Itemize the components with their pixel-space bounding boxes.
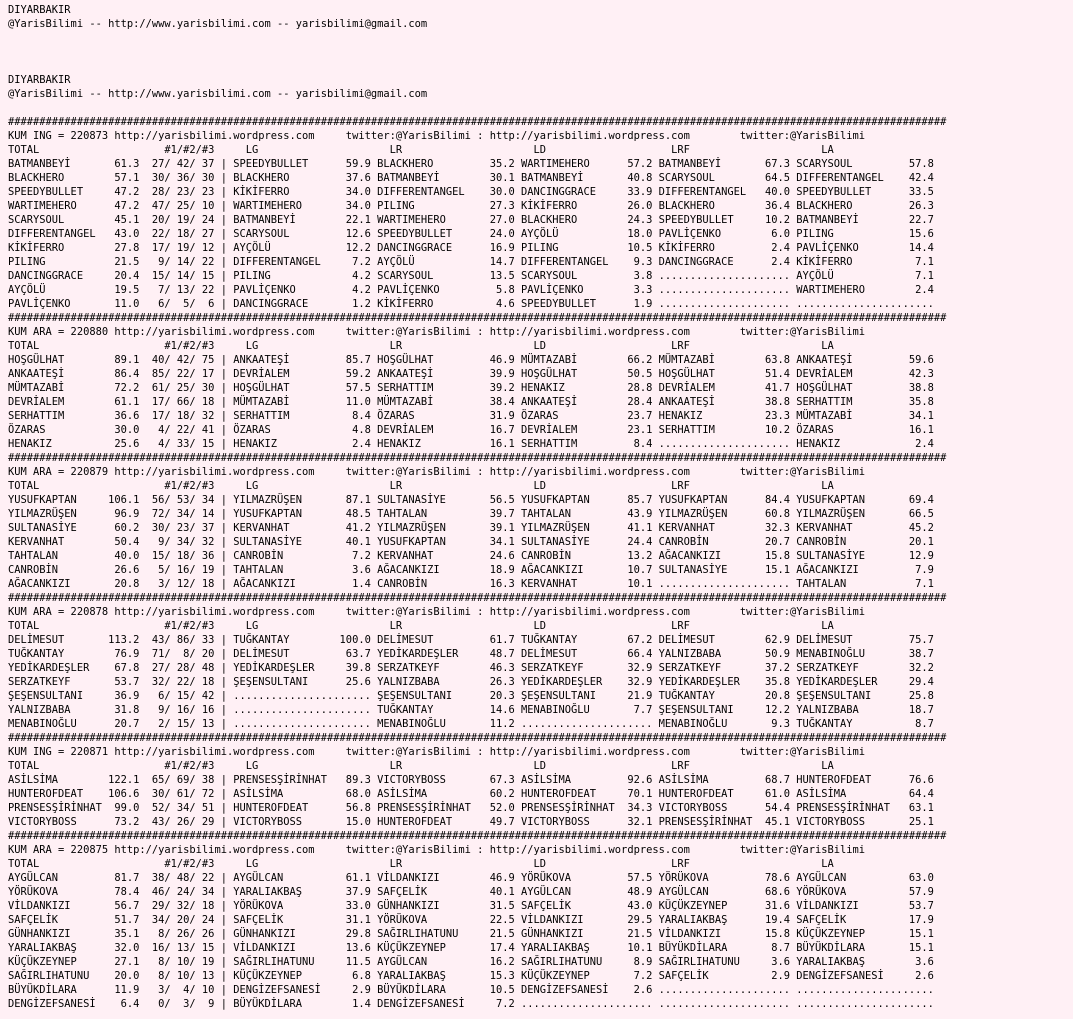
table-row: YEDİKARDEŞLER 67.8 27/ 28/ 48 | YEDİKARDEŞLER 39.8 SERZATKEYF 46.3 SERZATKEYF 32.9 SERZATKEYF 37.2 SERZATKEYF 32.2: [8, 662, 934, 674]
table-row: SERZATKEYF 53.7 32/ 22/ 18 | ŞEŞENSULTANI 25.6 YALNIZBABA 26.3 YEDİKARDEŞLER 32.9 YEDİKARDEŞLER 35.8 YEDİKARDEŞLER 29.4: [8, 676, 934, 688]
table-row: ÖZARAS 30.0 4/ 22/ 41 | ÖZARAS 4.8 DEVRİALEM 16.7 DEVRİALEM 23.1 SERHATTIM 10.2 ÖZARAS 16.1: [8, 424, 934, 436]
report-title: DIYARBAKIR: [8, 74, 71, 86]
table-row: WARTIMEHERO 47.2 47/ 25/ 10 | WARTIMEHERO 34.0 PILING 27.3 KİKİFERRO 26.0 BLACKHERO 36.4 BLACKHERO 26.3: [8, 200, 934, 212]
separator-line: ######################################################################################################################################################: [8, 830, 947, 842]
table-row: ANKAATEŞİ 86.4 85/ 22/ 17 | DEVRİALEM 59.2 ANKAATEŞİ 39.9 HOŞGÜLHAT 50.5 HOŞGÜLHAT 51.4 DEVRİALEM 42.3: [8, 368, 934, 380]
table-row: TUĞKANTAY 76.9 71/ 8/ 20 | DELİMESUT 63.7 YEDİKARDEŞLER 48.7 DELİMESUT 66.4 YALNIZBABA 50.9 MENABINOĞLU 38.7: [8, 648, 934, 660]
table-row: DENGİZEFSANESİ 6.4 0/ 3/ 9 | BÜYÜKDİLARA 1.4 DENGİZEFSANESİ 7.2 ..................... ..................... ......................: [8, 998, 934, 1010]
table-row: DIFFERENTANGEL 43.0 22/ 18/ 27 | SCARYSOUL 12.6 SPEEDYBULLET 24.0 AYÇÖLÜ 18.0 PAVLİÇENKO 6.0 PILING 15.6: [8, 228, 934, 240]
separator-line: ######################################################################################################################################################: [8, 312, 947, 324]
separator-line: ######################################################################################################################################################: [8, 732, 947, 744]
table-row: KÜÇÜKZEYNEP 27.1 8/ 10/ 19 | SAĞIRLIHATUNU 11.5 AYGÜLCAN 16.2 SAĞIRLIHATUNU 8.9 SAĞIRLIHATUNU 3.6 YARALIAKBAŞ 3.6: [8, 956, 934, 968]
table-row: YÖRÜKOVA 78.4 46/ 24/ 34 | YARALIAKBAŞ 37.9 SAFÇELİK 40.1 AYGÜLCAN 48.9 AYGÜLCAN 68.6 YÖRÜKOVA 57.9: [8, 886, 934, 898]
race-header: KUM ING = 220871 http://yarisbilimi.wordpress.com twitter:@YarisBilimi : http://yarisbilimi.wordpress.com twitter:@YarisBilimi: [8, 746, 866, 758]
table-row: YALNIZBABA 31.8 9/ 16/ 16 | ...................... TUĞKANTAY 14.6 MENABINOĞLU 7.7 ŞEŞENSULTANI 12.2 YALNIZBABA 18.7: [8, 704, 934, 716]
race-header: KUM ARA = 220875 http://yarisbilimi.wordpress.com twitter:@YarisBilimi : http://yarisbilimi.wordpress.com twitter:@YarisBilimi: [8, 844, 866, 856]
table-row: MÜMTAZABİ 72.2 61/ 25/ 30 | HOŞGÜLHAT 57.5 SERHATTIM 39.2 HENAKIZ 28.8 DEVRİALEM 41.7 HOŞGÜLHAT 38.8: [8, 382, 934, 394]
table-row: SERHATTIM 36.6 17/ 18/ 32 | SERHATTIM 8.4 ÖZARAS 31.9 ÖZARAS 23.7 HENAKIZ 23.3 MÜMTAZABİ 34.1: [8, 410, 934, 422]
table-row: VICTORYBOSS 73.2 43/ 26/ 29 | VICTORYBOSS 15.0 HUNTEROFDEAT 49.7 VICTORYBOSS 32.1 PRENSESŞİRİNHAT 45.1 VICTORYBOSS 25.1: [8, 816, 934, 828]
table-row: SAFÇELİK 51.7 34/ 20/ 24 | SAFÇELİK 31.1 YÖRÜKOVA 22.5 VİLDANKIZI 29.5 YARALIAKBAŞ 19.4 SAFÇELİK 17.9: [8, 914, 934, 926]
table-row: YUSUFKAPTAN 106.1 56/ 53/ 34 | YILMAZRÜŞEN 87.1 SULTANASİYE 56.5 YUSUFKAPTAN 85.7 YUSUFKAPTAN 84.4 YUSUFKAPTAN 69.4: [8, 494, 934, 506]
table-row: PILING 21.5 9/ 14/ 22 | DIFFERENTANGEL 7.2 AYÇÖLÜ 14.7 DIFFERENTANGEL 9.3 DANCINGGRACE 2.4 KİKİFERRO 7.1: [8, 256, 934, 268]
separator-line: ######################################################################################################################################################: [8, 452, 947, 464]
table-row: ŞEŞENSULTANI 36.9 6/ 15/ 42 | ...................... ŞEŞENSULTANI 20.3 ŞEŞENSULTANI 21.9 TUĞKANTAY 20.8 ŞEŞENSULTANI 25.8: [8, 690, 934, 702]
column-header-row: TOTAL #1/#2/#3 LG LR LD LRF LA: [8, 340, 834, 352]
separator-line: ######################################################################################################################################################: [8, 116, 947, 128]
table-row: AYÇÖLÜ 19.5 7/ 13/ 22 | PAVLİÇENKO 4.2 PAVLİÇENKO 5.8 PAVLİÇENKO 3.3 ..................... WARTIMEHERO 2.4: [8, 284, 934, 296]
column-header-row: TOTAL #1/#2/#3 LG LR LD LRF LA: [8, 858, 834, 870]
race-header: KUM ARA = 220878 http://yarisbilimi.wordpress.com twitter:@YarisBilimi : http://yarisbilimi.wordpress.com twitter:@YarisBilimi: [8, 606, 866, 618]
table-row: TAHTALAN 40.0 15/ 18/ 36 | CANROBİN 7.2 KERVANHAT 24.6 CANROBİN 13.2 AĞACANKIZI 15.8 SULTANASİYE 12.9: [8, 550, 934, 562]
table-row: HOŞGÜLHAT 89.1 40/ 42/ 75 | ANKAATEŞİ 85.7 HOŞGÜLHAT 46.9 MÜMTAZABİ 66.2 MÜMTAZABİ 63.8 ANKAATEŞİ 59.6: [8, 354, 934, 366]
table-row: SULTANASİYE 60.2 30/ 23/ 37 | KERVANHAT 41.2 YILMAZRÜŞEN 39.1 YILMAZRÜŞEN 41.1 KERVANHAT 32.3 KERVANHAT 45.2: [8, 522, 934, 534]
table-row: AYGÜLCAN 81.7 38/ 48/ 22 | AYGÜLCAN 61.1 VİLDANKIZI 46.9 YÖRÜKOVA 57.5 YÖRÜKOVA 78.6 AYGÜLCAN 63.0: [8, 872, 934, 884]
separator-line: ######################################################################################################################################################: [8, 592, 947, 604]
race-header: KUM ARA = 220879 http://yarisbilimi.wordpress.com twitter:@YarisBilimi : http://yarisbilimi.wordpress.com twitter:@YarisBilimi: [8, 466, 866, 478]
table-row: YARALIAKBAŞ 32.0 16/ 13/ 15 | VİLDANKIZI 13.6 KÜÇÜKZEYNEP 17.4 YARALIAKBAŞ 10.1 BÜYÜKDİLARA 8.7 BÜYÜKDİLARA 15.1: [8, 942, 934, 954]
contact-line: @YarisBilimi -- http://www.yarisbilimi.com -- yarisbilimi@gmail.com: [8, 18, 428, 30]
table-row: HENAKIZ 25.6 4/ 33/ 15 | HENAKIZ 2.4 HENAKIZ 16.1 SERHATTIM 8.4 ..................... HENAKIZ 2.4: [8, 438, 934, 450]
table-row: HUNTEROFDEAT 106.6 30/ 61/ 72 | ASİLSİMA 68.0 ASİLSİMA 60.2 HUNTEROFDEAT 70.1 HUNTEROFDEAT 61.0 ASİLSİMA 64.4: [8, 788, 934, 800]
table-row: DELİMESUT 113.2 43/ 86/ 33 | TUĞKANTAY 100.0 DELİMESUT 61.7 TUĞKANTAY 67.2 DELİMESUT 62.9 DELİMESUT 75.7: [8, 634, 934, 646]
table-row: MENABINOĞLU 20.7 2/ 15/ 13 | ...................... MENABINOĞLU 11.2 ..................... MENABINOĞLU 9.3 TUĞKANTAY 8.7: [8, 718, 934, 730]
report-title: DIYARBAKIR: [8, 4, 71, 16]
table-row: KİKİFERRO 27.8 17/ 19/ 12 | AYÇÖLÜ 12.2 DANCINGGRACE 16.9 PILING 10.5 KİKİFERRO 2.4 PAVLİÇENKO 14.4: [8, 242, 934, 254]
column-header-row: TOTAL #1/#2/#3 LG LR LD LRF LA: [8, 480, 834, 492]
column-header-row: TOTAL #1/#2/#3 LG LR LD LRF LA: [8, 620, 834, 632]
table-row: GÜNHANKIZI 35.1 8/ 26/ 26 | GÜNHANKIZI 29.8 SAĞIRLIHATUNU 21.5 GÜNHANKIZI 21.5 VİLDANKIZI 15.8 KÜÇÜKZEYNEP 15.1: [8, 928, 934, 940]
race-header: KUM ING = 220873 http://yarisbilimi.wordpress.com twitter:@YarisBilimi : http://yarisbilimi.wordpress.com twitter:@YarisBilimi: [8, 130, 866, 142]
table-row: YILMAZRÜŞEN 96.9 72/ 34/ 14 | YUSUFKAPTAN 48.5 TAHTALAN 39.7 TAHTALAN 43.9 YILMAZRÜŞEN 60.8 YILMAZRÜŞEN 66.5: [8, 508, 934, 520]
table-row: DANCINGGRACE 20.4 15/ 14/ 15 | PILING 4.2 SCARYSOUL 13.5 SCARYSOUL 3.8 ..................... AYÇÖLÜ 7.1: [8, 270, 934, 282]
column-header-row: TOTAL #1/#2/#3 LG LR LD LRF LA: [8, 144, 834, 156]
table-row: KERVANHAT 50.4 9/ 34/ 32 | SULTANASİYE 40.1 YUSUFKAPTAN 34.1 SULTANASİYE 24.4 CANROBİN 20.7 CANROBİN 20.1: [8, 536, 934, 548]
table-row: BLACKHERO 57.1 30/ 36/ 30 | BLACKHERO 37.6 BATMANBEYİ 30.1 BATMANBEYİ 40.8 SCARYSOUL 64.5 DIFFERENTANGEL 42.4: [8, 172, 934, 184]
table-row: PAVLİÇENKO 11.0 6/ 5/ 6 | DANCINGGRACE 1.2 KİKİFERRO 4.6 SPEEDYBULLET 1.9 ..................... ......................: [8, 298, 934, 310]
table-row: BATMANBEYİ 61.3 27/ 42/ 37 | SPEEDYBULLET 59.9 BLACKHERO 35.2 WARTIMEHERO 57.2 BATMANBEYİ 67.3 SCARYSOUL 57.8: [8, 158, 934, 170]
table-row: SCARYSOUL 45.1 20/ 19/ 24 | BATMANBEYİ 22.1 WARTIMEHERO 27.0 BLACKHERO 24.3 SPEEDYBULLET 10.2 BATMANBEYİ 22.7: [8, 214, 934, 226]
table-row: VİLDANKIZI 56.7 29/ 32/ 18 | YÖRÜKOVA 33.0 GÜNHANKIZI 31.5 SAFÇELİK 43.0 KÜÇÜKZEYNEP 31.6 VİLDANKIZI 53.7: [8, 900, 934, 912]
table-row: ASİLSİMA 122.1 65/ 69/ 38 | PRENSESŞİRİNHAT 89.3 VICTORYBOSS 67.3 ASİLSİMA 92.6 ASİLSİMA 68.7 HUNTEROFDEAT 76.6: [8, 774, 934, 786]
table-row: BÜYÜKDİLARA 11.9 3/ 4/ 10 | DENGİZEFSANESİ 2.9 BÜYÜKDİLARA 10.5 DENGİZEFSANESİ 2.6 ..................... ......................: [8, 984, 934, 996]
column-header-row: TOTAL #1/#2/#3 LG LR LD LRF LA: [8, 760, 834, 772]
table-row: CANROBİN 26.6 5/ 16/ 19 | TAHTALAN 3.6 AĞACANKIZI 18.9 AĞACANKIZI 10.7 SULTANASİYE 15.1 AĞACANKIZI 7.9: [8, 564, 934, 576]
race-header: KUM ARA = 220880 http://yarisbilimi.wordpress.com twitter:@YarisBilimi : http://yarisbilimi.wordpress.com twitter:@YarisBilimi: [8, 326, 866, 338]
table-row: DEVRİALEM 61.1 17/ 66/ 18 | MÜMTAZABİ 11.0 MÜMTAZABİ 38.4 ANKAATEŞİ 28.4 ANKAATEŞİ 38.8 SERHATTIM 35.8: [8, 396, 934, 408]
table-row: SPEEDYBULLET 47.2 28/ 23/ 23 | KİKİFERRO 34.0 DIFFERENTANGEL 30.0 DANCINGGRACE 33.9 DIFFERENTANGEL 40.0 SPEEDYBULLET 33.5: [8, 186, 934, 198]
table-row: PRENSESŞİRİNHAT 99.0 52/ 34/ 51 | HUNTEROFDEAT 56.8 PRENSESŞİRİNHAT 52.0 PRENSESŞİRİNHAT 34.3 VICTORYBOSS 54.4 PRENSESŞİRİNHAT 63.1: [8, 802, 934, 814]
table-row: AĞACANKIZI 20.8 3/ 12/ 18 | AĞACANKIZI 1.4 CANROBİN 16.3 KERVANHAT 10.1 ..................... TAHTALAN 7.1: [8, 578, 934, 590]
contact-line: @YarisBilimi -- http://www.yarisbilimi.com -- yarisbilimi@gmail.com: [8, 88, 428, 100]
table-row: SAĞIRLIHATUNU 20.0 8/ 10/ 13 | KÜÇÜKZEYNEP 6.8 YARALIAKBAŞ 15.3 KÜÇÜKZEYNEP 7.2 SAFÇELİK 2.9 DENGİZEFSANESİ 2.6: [8, 970, 934, 982]
